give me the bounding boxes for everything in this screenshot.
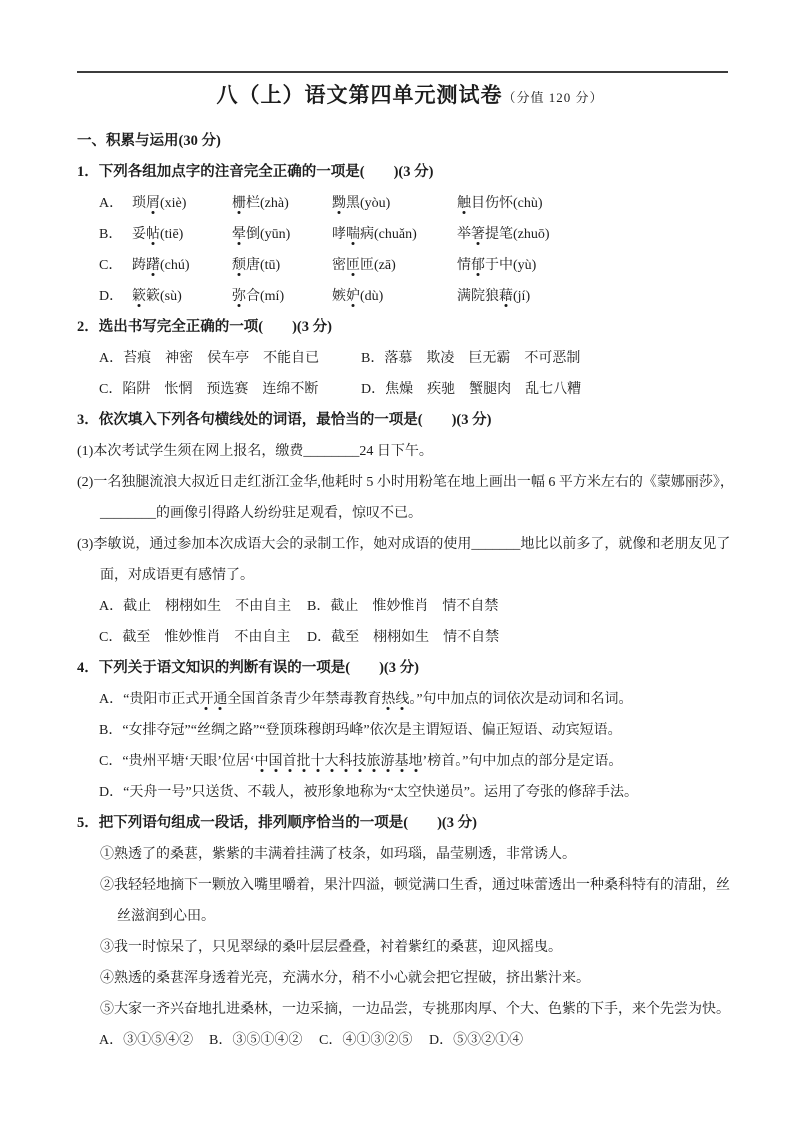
question-4 [77,653,743,808]
option-cell: A． [99,196,124,211]
emphasis-dot-char: 线 [395,692,410,707]
numbered-sentence: ②我轻轻地摘下一颗放入嘴里嚼着，果汁四溢，顿觉满口生香，通过味蕾透出一种桑科特有的清甜，丝丝滋润到心田。 [100,878,730,924]
option-cell: A．③①⑤④② [99,1033,194,1048]
emphasis-dot-char: 触 [457,196,471,211]
paper-score-note: （分值 120 分） [502,90,604,105]
option-row [99,281,743,312]
paper-title [77,80,743,114]
option-cell: 情郁于中(yù) [457,258,537,273]
option-row [99,219,743,250]
emphasis-dot-char: 黝 [332,196,346,211]
numbered-sentence: ④熟透的桑葚浑身透着光亮，充满水分，稍不小心就会把它捏破，挤出紫汁来。 [100,971,590,986]
option-row [99,622,743,653]
option-cell: 颓唐(tū) [232,258,281,273]
fill-blank-sentence: (2)一名独腿流浪大叔近日走红浙江金华,他耗时 5 小时用粉笔在地上画出一幅 6 平方米左右的《蒙娜丽莎》，________的画像引得路人纷纷驻足观看，惊叹不已。 [77,475,734,521]
option-cell: 嫉妒(dù) [332,289,384,304]
question-stem: 1．下列各组加点字的注音完全正确的一项是( )(3 分) [77,164,434,180]
emphasis-dot-char: 簌 [132,289,146,304]
option-row [99,188,743,219]
emphasis-dot-char: 郁 [471,258,485,273]
fill-blank-sentence: (1)本次考试学生须在网上报名，缴费________24 日下午。 [77,444,433,459]
option-cell: 栅栏(zhà) [232,196,289,211]
emphasis-dot-char: 匝 [346,258,360,273]
question-stem: 4．下列关于语文知识的判断有误的一项是( )(3 分) [77,660,419,676]
option-cell: 哮喘病(chuǎn) [332,227,417,242]
emphasis-dot-char: 帖 [146,227,160,242]
numbered-sentence: ①熟透了的桑葚，紫紫的丰满着挂满了枝条，如玛瑙，晶莹剔透，非常诱人。 [100,847,576,862]
option-cell: D． [99,289,124,304]
option-cell: A．截止 栩栩如生 不由自主 [99,599,292,614]
option-row: B．“女排夺冠”“丝绸之路”“登顶珠穆朗玛峰”依次是主谓短语、偏正短语、动宾短语。 [99,723,622,738]
option-cell: C．截至 惟妙惟肖 不由自主 [99,630,291,645]
question-stem: 2．选出书写完全正确的一项( )(3 分) [77,319,332,335]
fill-blank-sentence: (3)李敏说，通过参加本次成语大会的录制工作，她对成语的使用_______地比以前多了，就像和老朋友见了面，对成语更有感情了。 [77,537,731,583]
emphasis-dot-char: 热 [381,692,396,707]
top-rule [77,71,728,73]
option-cell: A．苔痕 神密 侯车亭 不能自已 [99,351,320,366]
emphasis-dot-char: 妒 [346,289,360,304]
option-cell: C．陷阱 怅惘 预选赛 连绵不断 [99,382,319,397]
emphasis-dot-char: 科 [338,754,353,769]
option-cell: D．焦燥 疾驰 蟹腿肉 乱七八糟 [361,382,582,397]
option-cell: 簌簌(sù) [132,289,182,304]
option-row [99,591,743,622]
emphasis-dot-char: 中 [254,754,269,769]
option-cell: D．截至 栩栩如生 情不自禁 [307,630,500,645]
emphasis-dot-char: 通 [213,692,228,707]
question-3 [77,405,743,653]
section-heading: 一、积累与运用(30 分) [77,133,221,149]
option-cell: 触目伤怀(chù) [457,196,543,211]
option-row [99,343,743,374]
option-cell: 黝黑(yòu) [332,196,391,211]
answer-options-row [99,1025,743,1056]
question-1 [77,157,743,312]
emphasis-dot-char: 国 [268,754,283,769]
option-cell: 弥合(mí) [232,289,285,304]
question-5 [77,808,743,1056]
emphasis-dot-char: 躇 [146,258,160,273]
emphasis-dot-char: 屑 [146,196,160,211]
emphasis-dot-char: 游 [380,754,395,769]
option-cell: B． [99,227,123,242]
numbered-sentence: ⑤大家一齐兴奋地扎进桑林，一边采摘，一边品尝，专挑那肉厚、个大、色紫的下手，来个先尝为快。 [100,1002,730,1017]
option-cell: 满院狼藉(jí) [457,289,531,304]
emphasis-dot-char: 基 [394,754,409,769]
paper-title-text: 八（上）语文第四单元测试卷 [216,83,503,107]
numbered-sentence: ③我一时惊呆了，只见翠绿的桑叶层层叠叠，衬着紫红的桑葚，迎风摇曳。 [100,940,562,955]
emphasis-dot-char: 弥 [232,289,246,304]
emphasis-dot-char: 栅 [232,196,246,211]
option-row [99,374,743,405]
option-cell: C． [99,258,123,273]
emphasis-dot-char: 十 [310,754,325,769]
emphasis-dot-char: 开 [199,692,214,707]
option-row: C．“贵州平塘‘天眼’位居‘中国首批十大科技旅游基地’榜首。”句中加点的部分是定语。 [99,754,623,769]
option-row [99,250,743,281]
option-cell: 举箸提笔(zhuō) [457,227,550,242]
emphasis-dot-char: 地 [408,754,423,769]
emphasis-dot-char: 技 [352,754,367,769]
emphasis-dot-char: 批 [296,754,311,769]
emphasis-dot-char: 大 [324,754,339,769]
option-cell: C．④①③②⑤ [319,1033,413,1048]
emphasis-dot-char: 箸 [471,227,485,242]
question-2 [77,312,743,405]
option-cell: 晕倒(yūn) [232,227,291,242]
questions-container [77,157,743,1056]
question-stem: 5．把下列语句组成一段话，排列顺序恰当的一项是( )(3 分) [77,815,477,831]
emphasis-dot-char: 颓 [232,258,246,273]
option-row: A．“贵阳市正式开通全国首条青少年禁毒教育热线。”句中加点的词依次是动词和名词。 [99,692,633,707]
option-cell: D．⑤③②①④ [429,1033,524,1048]
option-cell: 妥帖(tiē) [132,227,184,242]
emphasis-dot-char: 首 [282,754,297,769]
option-cell: 踌躇(chú) [132,258,190,273]
question-stem: 3．依次填入下列各句横线处的词语，最恰当的一项是( )(3 分) [77,412,492,428]
emphasis-dot-char: 藉 [499,289,513,304]
emphasis-dot-char: 晕 [232,227,246,242]
option-cell: 密匝匝(zā) [332,258,396,273]
emphasis-dot-char: 旅 [366,754,381,769]
option-row: D．“天舟一号”只送货、不载人，被形象地称为“太空快递员”。运用了夸张的修辞手法。 [99,785,638,800]
option-cell: B．③⑤①④② [209,1033,303,1048]
option-cell: 琐屑(xiè) [132,196,187,211]
option-cell: B．截止 惟妙惟肖 情不自禁 [307,599,499,614]
emphasis-dot-char: 喘 [346,227,360,242]
option-cell: B．落慕 欺凌 巨无霸 不可恶制 [361,351,581,366]
